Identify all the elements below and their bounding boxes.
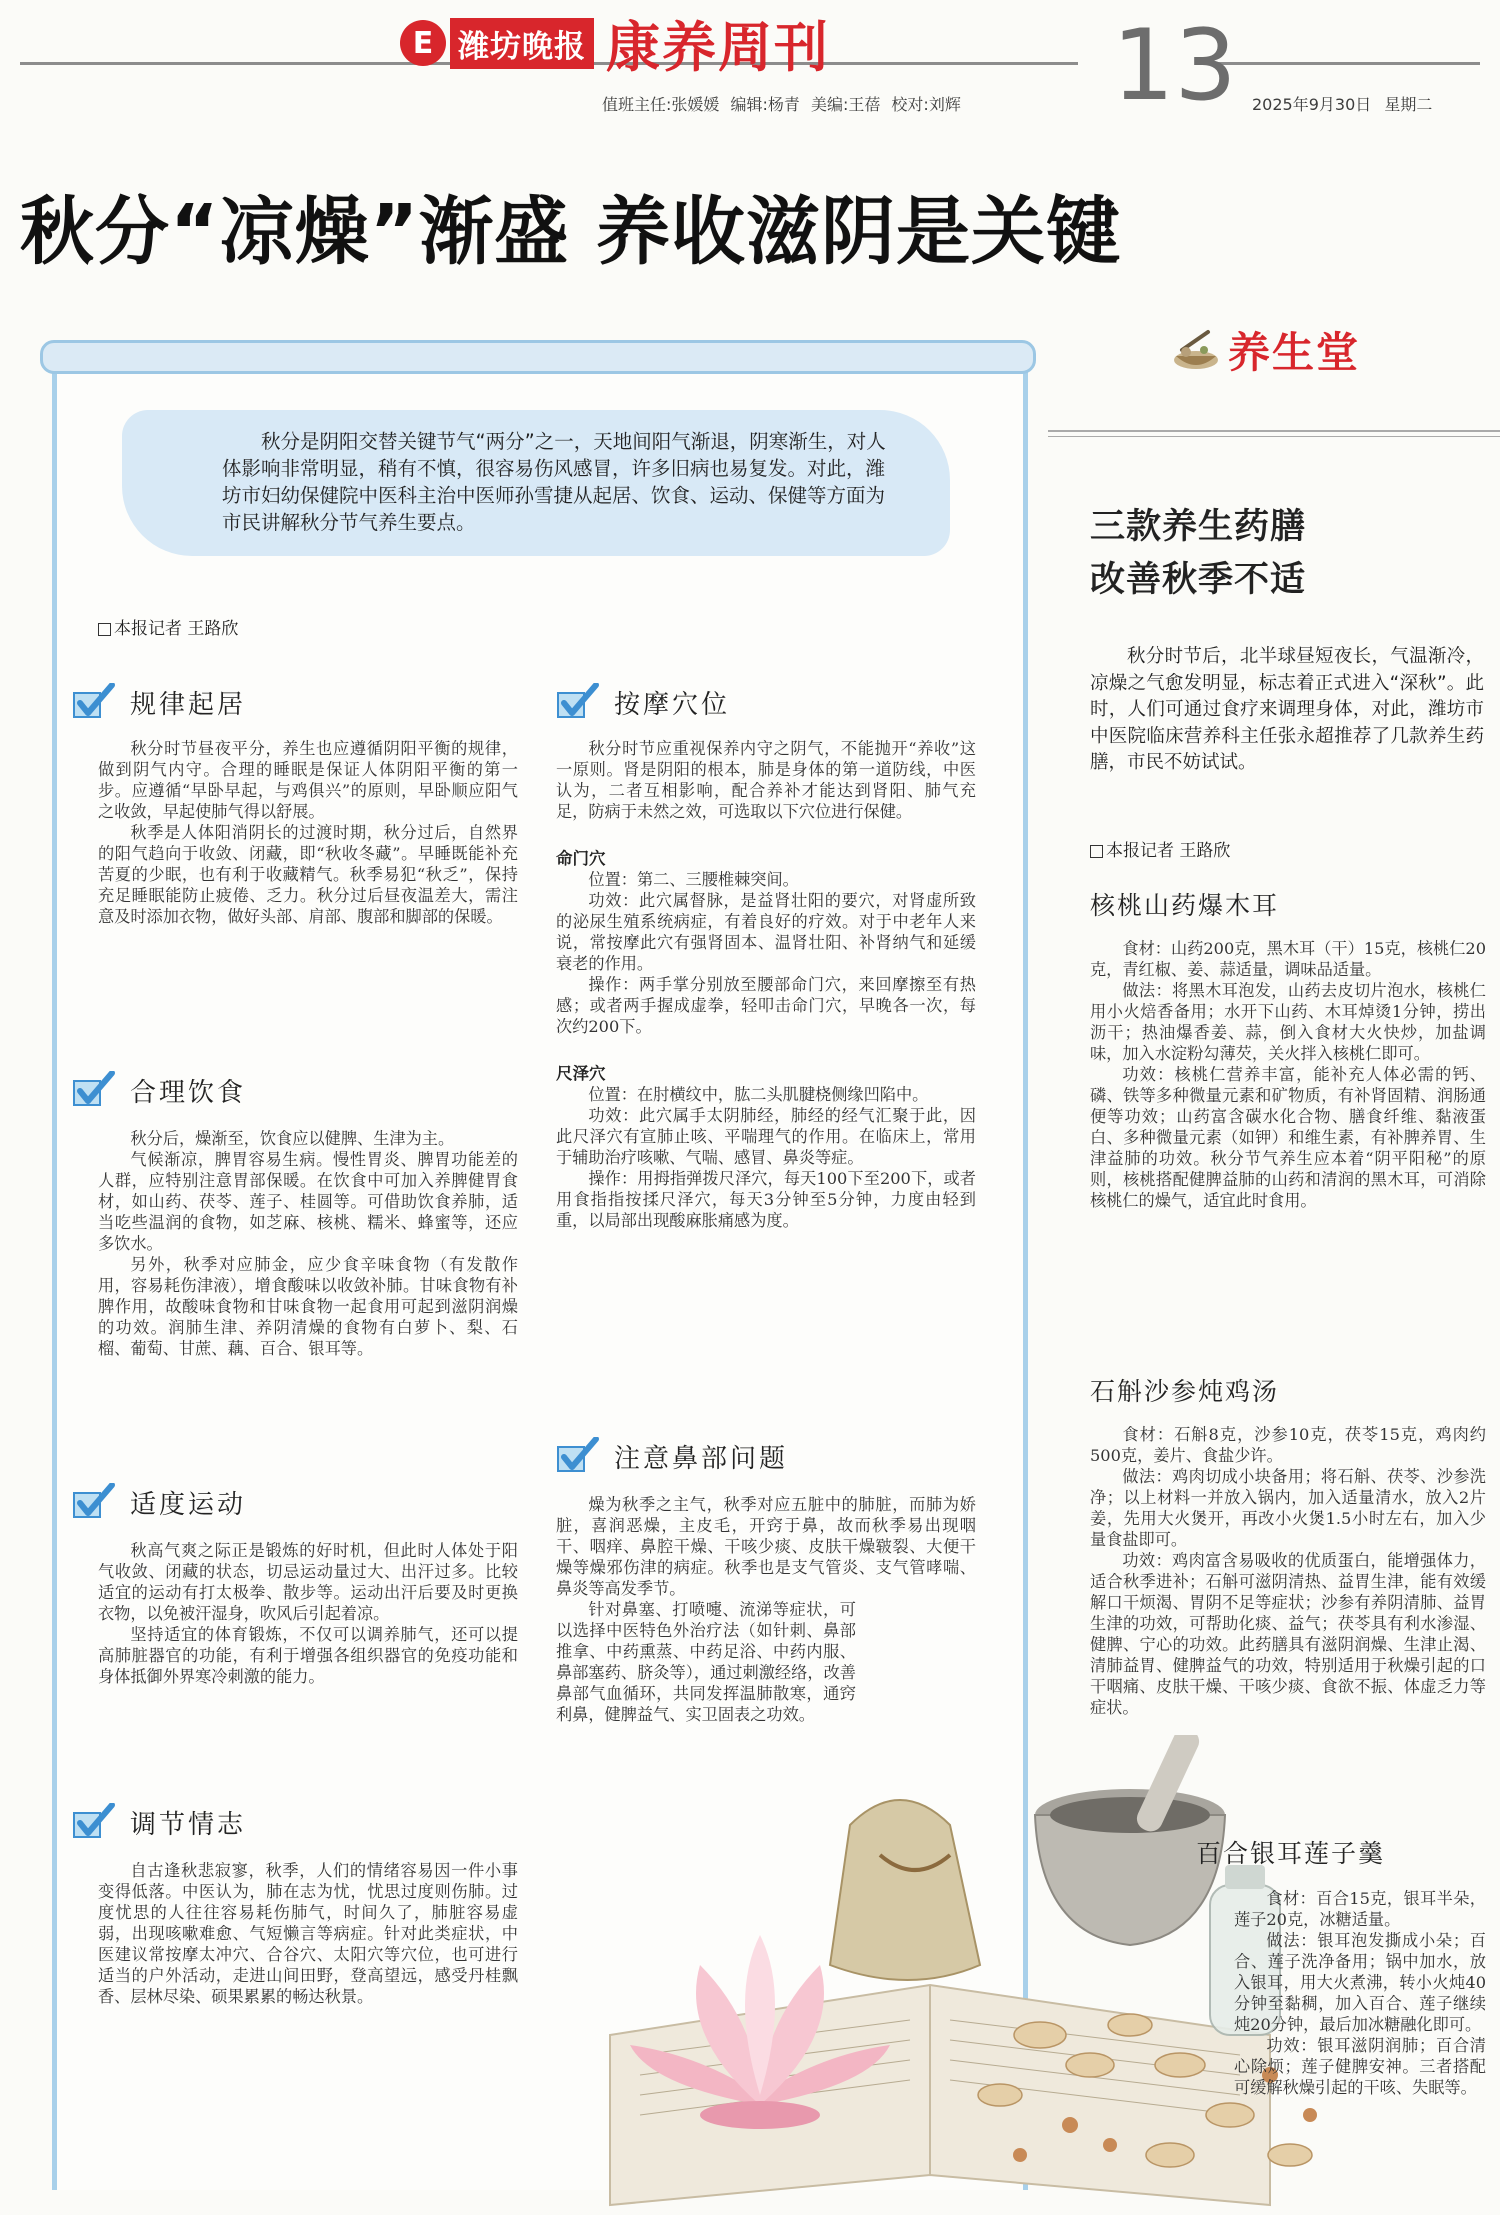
paragraph: 针对鼻塞、打喷嚏、流涕等症状，可以选择中医特色外治疗法（如针刺、鼻部推拿、中药熏蒸、中药足浴、中药内服、鼻部塞药、脐灸等），通过刺激经络，改善鼻部气血循环，共同发挥温肺散寒，通窍利鼻，健脾益气、实卫固表之功效。 (556, 1600, 856, 1724)
section-diet (72, 1070, 246, 1110)
side-title-line: 三款养生药膳 (1090, 506, 1307, 547)
section-title: 调节情志 (130, 1809, 247, 1840)
herb-bowl-icon (1168, 326, 1224, 374)
section-title: 注意鼻部问题 (614, 1443, 789, 1474)
right-column-rule (1048, 430, 1500, 432)
paragraph: 秋高气爽之际正是锻炼的好时机，但此时人体处于阳气收敛、闭藏的状态，切忌运动量过大、出汗过多。比较适宜的运动有打太极拳、散步等。运动出汗后要及时更换衣物，以免被汗湿身，吹风后引起着凉。 (98, 1541, 518, 1623)
page-headline: 秋分“凉燥”渐盛 养收滋阴是关键 (20, 189, 1122, 275)
check-icon (556, 683, 600, 721)
column-label: 养生堂 (1228, 328, 1361, 377)
acupoint-name: 命门穴 (556, 849, 606, 868)
page-number: 13 (1112, 9, 1237, 123)
column-logo (1168, 320, 1360, 380)
masthead-rule-right (1218, 62, 1480, 65)
section-body (556, 1494, 976, 1725)
side-lead-text: 秋分时节后，北半球昼短夜长，气温渐冷，凉燥之气愈发明显，标志着正式进入“深秋”。此时，人们可通过食疗来调理身体，对此，潍坊市中医院临床营养科主任张永超推荐了几款养生药膳，市民不妨试试。 (1090, 646, 1484, 773)
section-regular-routine (72, 682, 246, 722)
paragraph: 做法：将黑木耳泡发，山药去皮切片泡水，核桃仁用小火焙香备用；水开下山药、木耳焯烫1分钟，捞出沥干；热油爆香姜、蒜，倒入食材大火快炒，加盐调味，加入水淀粉勾薄芡，关火拌入核桃仁即可。 (1090, 981, 1486, 1063)
paragraph: 自古逢秋悲寂寥，秋季，人们的情绪容易因一件小事变得低落。中医认为，肺在志为忧，忧思过度则伤肺。过度忧思的人往往容易耗伤肺气，时间久了，肺脏容易虚弱，出现咳嗽难愈、气短懒言等病症。针对此类症状，中医建议常按摩太冲穴、合谷穴、太阳穴等穴位，也可进行适当的户外活动，走进山间田野，登高望远，感受丹桂飘香、层林尽染、硕果累累的畅达秋景。 (98, 1861, 518, 2006)
paragraph: 气候渐凉，脾胃容易生病。慢性胃炎、脾胃功能差的人群，应特别注意胃部保暖。在饮食中可加入养脾健胃食材，如山药、茯苓、莲子、桂圆等。可借助饮食养肺，适当吃些温润的食物，如芝麻、核桃、糯米、蜂蜜等，还应多饮水。 (98, 1150, 518, 1253)
section-body (98, 738, 518, 927)
recipe-title: 核桃山药爆木耳 (1090, 891, 1280, 920)
main-byline-text: 本报记者 王路欣 (114, 619, 239, 639)
section-nasal (556, 1436, 788, 1476)
intro-box (122, 410, 950, 556)
paragraph: 另外，秋季对应肺金，应少食辛味食物（有发散作用，容易耗伤津液），增食酸味以收敛补肺。甘味食物有补脾作用，故酸味食物和甘味食物一起食用可起到滋阴润燥的功效。润肺生津、养阴清燥的食物有白萝卜、梨、石榴、葡萄、甘蔗、藕、百合、银耳等。 (98, 1255, 518, 1358)
paragraph: 秋分时节昼夜平分，养生也应遵循阴阳平衡的规律，做到阴气内守。合理的睡眠是保证人体阴阳平衡的第一步。应遵循“早卧早起，与鸡俱兴”的原则，早卧顺应阳气之收敛，早起使肺气得以舒展。 (98, 739, 518, 821)
paragraph: 功效：核桃仁营养丰富，能补充人体必需的钙、磷、铁等多种微量元素和矿物质，有补肾固精、润肠通便等功效；山药富含碳水化合物、膳食纤维、黏液蛋白、多种微量元素（如钾）和维生素，有补脾养胃、生津益肺的功效。秋分节气养生应本着“阴平阳秘”的原则，核桃搭配健脾益肺的山药和清润的黑木耳，可消除核桃仁的燥气，适宜此时食用。 (1090, 1065, 1486, 1210)
paragraph: 秋分时节应重视保养内守之阴气，不能抛开“养收”这一原则。肾是阴阳的根本，肺是身体的第一道防线，中医认为，二者互相影响，配合养补才能达到肾阳、肺气充足，防病于未然之效，可选取以下穴位进行保健。 (556, 739, 976, 821)
logo-mark-icon: E (400, 20, 446, 66)
paper-name: 潍坊晚报 (450, 18, 594, 69)
paragraph: 食材：石斛8克，沙参10克，茯苓15克，鸡肉约500克，姜片、食盐少许。 (1090, 1425, 1486, 1465)
paragraph: 食材：山药200克，黑木耳（干）15克，核桃仁20克，青红椒、姜、蒜适量，调味品适量。 (1090, 939, 1486, 979)
check-icon (72, 683, 116, 721)
check-icon (72, 1803, 116, 1841)
herbal-illustration (570, 1735, 1350, 2215)
paragraph: 功效：鸡肉富含易吸收的优质蛋白，能增强体力，适合秋季进补；石斛可滋阴清热、益胃生津，能有效缓解口干烦渴、胃阴不足等症状；沙参有养阴清肺、益胃生津的功效，可帮助化痰、益气；茯苓具有利水渗湿、健脾、宁心的功效。此药膳具有滋阴润燥、生津止渴、清肺益胃、健脾益气的功效，特别适用于秋燥引起的口干咽痛、皮肤干燥、干咳少痰、食欲不振、体虚乏力等症状。 (1090, 1551, 1486, 1717)
section-title: 合理饮食 (130, 1077, 247, 1108)
paragraph: 功效：此穴属督脉，是益肾壮阳的要穴，对肾虚所致的泌尿生殖系统病症，有着良好的疗效。对于中老年人来说，常按摩此穴有强肾固本、温肾壮阳、补肾纳气和延缓衰老的作用。 (556, 891, 976, 973)
staff-line: 值班主任:张媛媛 编辑:杨青 美编:王蓓 校对:刘辉 (602, 95, 961, 114)
recipe-body (1234, 1888, 1486, 2098)
paragraph: 坚持适宜的体育锻炼，不仅可以调养肺气，还可以提高肺脏器官的功能，有利于增强各组织器官的免疫功能和身体抵御外界寒冷刺激的能力。 (98, 1625, 518, 1686)
section-body (98, 1860, 518, 2007)
section-exercise (72, 1482, 246, 1522)
masthead-logo (400, 14, 830, 79)
acupoint-name: 尺泽穴 (556, 1064, 606, 1083)
check-icon (72, 1483, 116, 1521)
side-title-line: 改善秋季不适 (1090, 559, 1307, 600)
section-title: 适度运动 (130, 1489, 247, 1520)
side-article-title (1090, 500, 1306, 606)
section-name: 康养周刊 (606, 15, 830, 79)
check-icon (556, 1437, 600, 1475)
scroll-top-roll (40, 340, 1036, 374)
paragraph: 操作：两手掌分别放至腰部命门穴，来回摩擦至有热感；或者两手握成虚拳，轻叩击命门穴，早晚各一次，每次约200下。 (556, 975, 976, 1036)
paragraph: 操作：用拇指弹拨尺泽穴，每天100下至200下，或者用食指指按揉尺泽穴，每天3分钟至5分钟，力度由轻到重，以局部出现酸麻胀痛感为度。 (556, 1169, 976, 1230)
recipe-title: 石斛沙参炖鸡汤 (1090, 1377, 1280, 1406)
intro-text: 秋分是阴阳交替关键节气“两分”之一，天地间阳气渐退，阴寒渐生，对人体影响非常明显，稍有不慎，很容易伤风感冒，许多旧病也易复发。对此，潍坊市妇幼保健院中医科主治中医师孙雪捷从起居、饮食、运动、保健等方面为市民讲解秋分节气养生要点。 (222, 430, 886, 534)
section-title: 按摩穴位 (614, 689, 731, 720)
right-column-rule (1048, 436, 1500, 437)
paragraph: 秋分后，燥渐至，饮食应以健脾、生津为主。 (130, 1129, 455, 1148)
paragraph: 功效：此穴属手太阴肺经，肺经的经气汇聚于此，因此尺泽穴有宣肺止咳、平喘理气的作用。在临床上，常用于辅助治疗咳嗽、气喘、感冒、鼻炎等症。 (556, 1106, 976, 1167)
paragraph: 功效：银耳滋阴润肺；百合清心除烦；莲子健脾安神。三者搭配可缓解秋燥引起的干咳、失眠等。 (1234, 2036, 1486, 2097)
side-lead (1090, 644, 1484, 777)
paragraph: 食材：百合15克，银耳半朵，莲子20克，冰糖适量。 (1234, 1889, 1486, 1929)
section-body (98, 1128, 518, 1359)
paragraph: 位置：第二、三腰椎棘突间。 (588, 870, 799, 889)
recipe-body (1090, 1424, 1486, 1718)
recipe-title: 百合银耳莲子羹 (1196, 1839, 1386, 1868)
section-title: 规律起居 (130, 689, 247, 720)
recipe-body (1090, 938, 1486, 1211)
paragraph: 秋季是人体阳消阴长的过渡时期，秋分过后，自然界的阳气趋向于收敛、闭藏，即“秋收冬藏”。早睡既能补充苦夏的少眠，也有利于收藏精气。秋季易犯“秋乏”，保持充足睡眠能防止疲倦、乏力。秋分过后昼夜温差大，需注意及时添加衣物，做好头部、肩部、腹部和脚部的保暖。 (98, 823, 518, 926)
side-byline-text: 本报记者 王路欣 (1106, 841, 1231, 861)
paragraph: 做法：鸡肉切成小块备用；将石斛、茯苓、沙参洗净；以上材料一并放入锅内，加入适量清水，放入2片姜，先用大火煲开，再改小火煲1.5小时左右，加入少量食盐即可。 (1090, 1467, 1486, 1549)
section-emotion (72, 1802, 246, 1842)
main-byline (98, 614, 238, 639)
side-byline (1090, 836, 1230, 861)
paragraph: 燥为秋季之主气，秋季对应五脏中的肺脏，而肺为娇脏，喜润恶燥，主皮毛，开窍于鼻，故而秋季易出现咽干、咽痒、鼻腔干燥、干咳少痰、皮肤干燥皲裂、大便干燥等燥邪伤津的病症。秋季也是支气管炎、支气管哮喘、鼻炎等高发季节。 (556, 1495, 976, 1598)
date-line: 2025年9月30日 星期二 (1252, 95, 1433, 114)
paragraph: 做法：银耳泡发撕成小朵；百合、莲子洗净备用；锅中加水，放入银耳，用大火煮沸，转小火炖40分钟至黏稠，加入百合、莲子继续炖20分钟，最后加冰糖融化即可。 (1234, 1931, 1486, 2034)
check-icon (72, 1071, 116, 1109)
section-body (556, 738, 976, 1231)
paragraph: 位置：在肘横纹中，肱二头肌腱桡侧缘凹陷中。 (588, 1085, 929, 1104)
section-body (98, 1540, 518, 1687)
section-acupoints (556, 682, 730, 722)
